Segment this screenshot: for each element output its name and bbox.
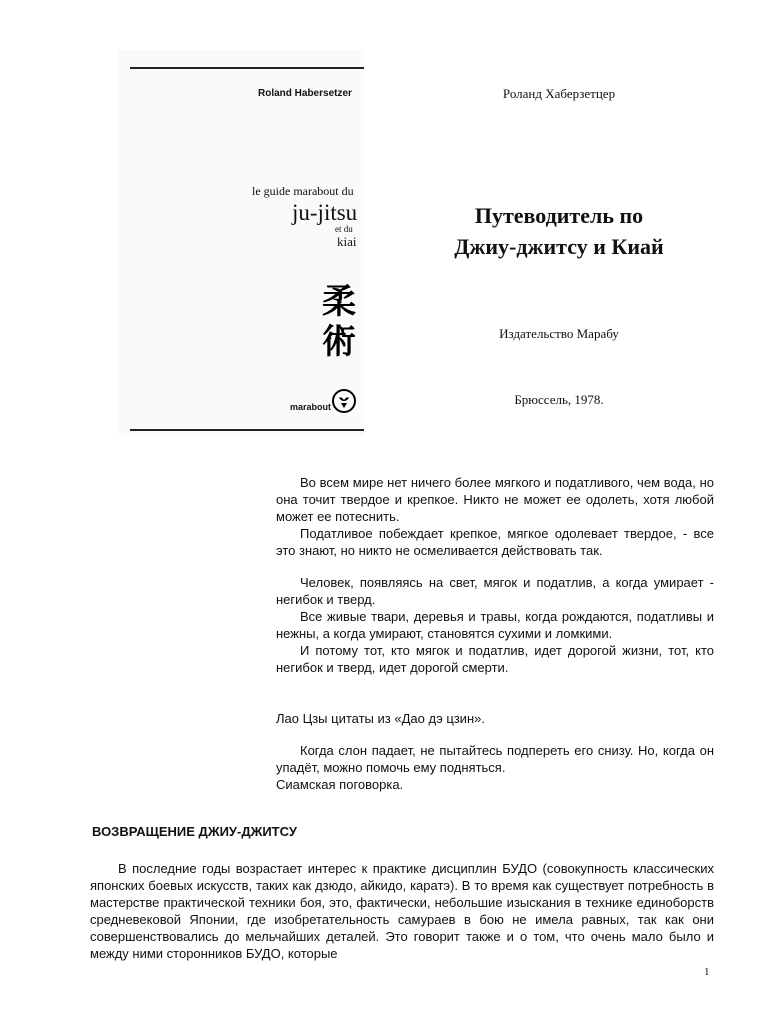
- epigraph-paragraph: Человек, появляясь на свет, мягок и податлив, а когда умирает - негибок и тверд.: [276, 575, 714, 607]
- page-number: 1: [704, 966, 710, 978]
- book-title: [400, 200, 718, 262]
- section-heading: ВОЗВРАЩЕНИЕ ДЖИУ-ДЖИТСУ: [92, 824, 297, 839]
- epigraph-proverb: Когда слон падает, не пытайтесь подпереть его снизу. Но, когда он упадёт, можно помочь ему подняться.: [276, 743, 714, 775]
- cover-kanji-1: 柔: [322, 282, 356, 322]
- cover-title-second: kiai: [337, 234, 357, 249]
- epigraph-paragraph: Податливое побеждает крепкое, мягкое одолевает твердое, - все это знают, но никто не осмеливается действовать так.: [276, 526, 714, 558]
- epigraph-proverb-source: Сиамская поговорка.: [276, 777, 404, 792]
- cover-kanji-2: 術: [322, 322, 356, 362]
- city-year: Брюссель, 1978.: [514, 392, 604, 407]
- epigraph-proverb-block: [276, 742, 714, 793]
- epigraph-attribution: Лао Цзы цитаты из «Дао дэ цзин».: [276, 711, 485, 726]
- author-name: Роланд Хаберзетцер: [502, 86, 616, 101]
- book-title-line-2: Джиу-джитсу и Киай: [454, 234, 664, 259]
- book-cover-image: [118, 50, 364, 435]
- epigraph-paragraph: И потому тот, кто мягок и податлив, идет дорогой жизни, тот, кто негибок и тверд, идет дорогой смерти.: [276, 643, 714, 675]
- cover-author: Roland Habersetzer: [258, 88, 352, 99]
- cover-title-main: ju-jitsu: [292, 200, 358, 225]
- epigraph: [276, 574, 714, 676]
- cover-subtitle: le guide marabout du: [252, 184, 354, 198]
- section-paragraph: В последние годы возрастает интерес к практике дисциплин БУДО (совокупность классических японских боевых искусств, таких как дзюдо, айкидо, каратэ). В то время как существует потребность в мастерстве практической техники боя, это, фактически, небольшие изыскания в технике единоборств средневековой Японии, где изобретательность самураев в бою не имела равных, так как они совершенствовались до мельчайших деталей. Это говорит также и о том, что очень мало было и между ними сторонников БУДО, которые: [90, 861, 714, 961]
- cover-bottom-rule: [130, 429, 364, 431]
- cover-title-conj: et du: [335, 224, 353, 234]
- cover-publisher: marabout: [290, 402, 332, 412]
- cover-top-rule: [130, 67, 364, 69]
- epigraph: [276, 474, 714, 559]
- epigraph-paragraph: Все живые твари, деревья и травы, когда рождаются, податливы и нежны, а когда умирают, становятся сухими и ломкими.: [276, 609, 714, 641]
- book-title-line-1: Путеводитель по: [474, 203, 644, 228]
- publisher-logo-icon: [332, 388, 356, 414]
- publisher-name: Издательство Марабу: [499, 326, 619, 341]
- epigraph-paragraph: Во всем мире нет ничего более мягкого и податливого, чем вода, но она точит твердое и крепкое. Никто не может ее одолеть, хотя любой может ее потеснить.: [276, 475, 714, 524]
